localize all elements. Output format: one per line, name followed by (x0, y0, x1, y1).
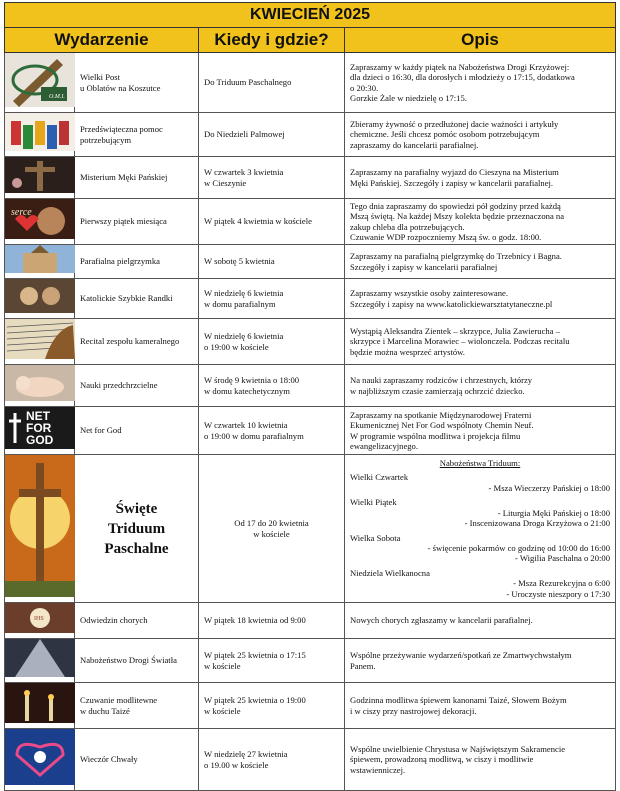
event-when-line: w kościele (204, 660, 241, 671)
event-name (75, 245, 199, 279)
event-image-cell (5, 319, 75, 365)
triduum-day: Wielki Piątek (350, 497, 397, 508)
triduum-item: - święcenie pokarmów co godzinę od 10:00 do 16:00 (427, 542, 610, 553)
event-image-cell (5, 245, 75, 279)
event-when (199, 639, 345, 683)
event-description-line: Zbieramy żywność o przedłużonej dacie ważności i artykuły (350, 118, 559, 129)
event-name-line: Misterium Męki Pańskiej (80, 172, 168, 183)
event-when-line: o 19.00 w kościele (204, 759, 269, 770)
event-description-line: i w ciszy przy nastrojowej dekoracji. (350, 705, 477, 716)
event-when-line: w domu katechetycznym (204, 385, 290, 396)
event-when-line: W czwartek 10 kwietnia (204, 420, 288, 431)
sheet-music-icon (5, 319, 75, 359)
event-when (199, 407, 345, 455)
triduum-item: - Liturgia Męki Pańskiej o 18:00 (497, 507, 610, 518)
cross-sunrise-icon (5, 455, 75, 597)
event-when (199, 729, 345, 791)
triduum-item: - Msza Rezurekcyjna o 6:00 (513, 578, 610, 589)
event-when-line: W piątek 25 kwietnia o 19:00 (204, 695, 306, 706)
header-desc: Opis (345, 28, 616, 53)
svg-text:IHS: IHS (34, 616, 44, 622)
event-description-line: Wspólne uwielbienie Chrystusa w Najświętszym Sakramencie (350, 743, 566, 754)
event-image-cell (5, 53, 75, 113)
event-name-line: Nabożeństwo Drogi Światła (80, 655, 177, 666)
event-description-line: Na nauki zapraszamy rodziców i chrzestnych, którzy (350, 375, 533, 386)
event-row (5, 455, 616, 603)
event-description-line: W programie wspólna modlitwa i projekcja filmu (350, 430, 521, 441)
event-when-line: W czwartek 3 kwietnia (204, 167, 284, 178)
event-description-line: Zapraszamy na spotkanie Międzynarodowej Fraterni (350, 409, 532, 420)
event-description-line: Szczegóły i zapisy na www.katolickiewarsztatytaneczne.pl (350, 298, 553, 309)
event-description (345, 113, 616, 157)
event-name-line: u Oblatów na Koszutce (80, 82, 161, 93)
event-row (5, 113, 616, 157)
event-name-line: potrzebującym (80, 134, 132, 145)
event-row (5, 319, 616, 365)
sacred-heart-icon (5, 199, 75, 239)
church-icon (5, 245, 75, 273)
calendar-sheet (4, 2, 616, 791)
header-event: Wydarzenie (5, 28, 199, 53)
event-name-line: Czuwanie modlitewne (80, 695, 158, 706)
event-description-line: w najbliższym czasie zamierzają ochrzcić dziecko. (350, 385, 525, 396)
event-description (345, 319, 616, 365)
event-image-cell (5, 455, 75, 603)
event-when-line: w domu parafialnym (204, 298, 276, 309)
event-row (5, 199, 616, 245)
event-name-line: Paschalne (104, 540, 169, 557)
event-description-line: zapraszamy do kancelarii parafialnej. (350, 139, 479, 150)
event-when (199, 199, 345, 245)
event-description (345, 279, 616, 319)
event-name (75, 407, 199, 455)
event-when-line: W piątek 4 kwietnia w kościele (204, 216, 312, 227)
event-name-line: Katolickie Szybkie Randki (80, 293, 173, 304)
dating-hearts-icon (5, 279, 75, 313)
event-row (5, 157, 616, 199)
event-name-line: Wieczór Chwały (80, 754, 138, 765)
event-name-line: Recital zespołu kameralnego (80, 336, 180, 347)
triduum-day: Wielki Czwartek (350, 472, 409, 483)
event-when-line: W sobotę 5 kwietnia (204, 256, 275, 267)
event-name-line: Odwiedzin chorych (80, 615, 148, 626)
triduum-item: - Msza Wieczerzy Pańskiej o 18:00 (488, 482, 610, 493)
svg-text:serce: serce (11, 207, 32, 218)
crucifix-rosary-icon (5, 53, 75, 107)
event-when-line: W środę 9 kwietnia o 18:00 (204, 375, 300, 386)
event-description-line: Zapraszamy na parafialny wyjazd do Cieszyna na Misterium (350, 167, 559, 178)
triduum-item: - Uroczyste nieszpory o 17:30 (506, 588, 610, 599)
triduum-day: Niedziela Wielkanocna (350, 567, 430, 578)
event-description (345, 199, 616, 245)
event-description-line: ewangelizacyjnego. (350, 440, 418, 451)
event-description-line: Panem. (350, 660, 376, 671)
event-name (75, 53, 199, 113)
event-description-line: wstawienniczej. (350, 764, 406, 775)
event-row (5, 279, 616, 319)
event-description (345, 407, 616, 455)
event-description-line: Zapraszamy wszystkie osoby zainteresowane. (350, 288, 508, 299)
event-when (199, 455, 345, 603)
event-description-line: Zapraszamy na parafialną pielgrzymkę do Trzebnicy i Bagna. (350, 251, 562, 262)
event-description-line: dla dzieci o 16:30, dla dorosłych i młodzieży o 17:15, dodatkowa (350, 72, 575, 83)
event-name-line: Triduum (107, 520, 166, 537)
event-when (199, 279, 345, 319)
triduum-item: - Wigilia Paschalna o 20:00 (515, 553, 610, 564)
event-name-line: Pierwszy piątek miesiąca (80, 216, 167, 227)
event-description-line: chemiczne. Jeśli chcesz pomóc osobom potrzebującym (350, 129, 540, 140)
event-when-line: w kościele (204, 705, 241, 716)
event-description-line: skrzypce i Marcelina Morawiec – wiolonczela. Podczas recitalu (350, 336, 570, 347)
event-image-cell (5, 729, 75, 791)
event-name-line: Przedświąteczna pomoc (80, 124, 163, 135)
candle-cross-icon (5, 683, 75, 723)
event-when-line: W niedzielę 6 kwietnia (204, 331, 284, 342)
event-when (199, 603, 345, 639)
event-description (345, 729, 616, 791)
event-when (199, 245, 345, 279)
event-when-line: o 19:00 w domu parafialnym (204, 430, 304, 441)
event-description-line: Gorzkie Żale w niedzielę o 17:15. (350, 92, 467, 103)
event-name (75, 455, 199, 603)
event-description-line: Czuwanie WDP rozpoczniemy Mszą św. o godz. 18:00. (350, 231, 542, 242)
event-name-line: Nauki przedchrzcielne (80, 380, 158, 391)
event-image-cell (5, 157, 75, 199)
event-description-line: Ekumenicznej Net For God wspólnoty Chemin Neuf. (350, 420, 534, 431)
monstrance-icon (5, 603, 75, 633)
event-description-line: Godzinna modlitwa śpiewem kanonami Taizé, Słowem Bożym (350, 695, 567, 706)
triduum-item: - Inscenizowana Droga Krzyżowa o 21:00 (464, 518, 610, 529)
month-title: KWIECIEŃ 2025 (5, 3, 616, 28)
event-row (5, 245, 616, 279)
event-row (5, 683, 616, 729)
event-name (75, 639, 199, 683)
event-name (75, 365, 199, 407)
event-when (199, 157, 345, 199)
event-name-line: w duchu Taizé (80, 705, 130, 716)
event-row (5, 407, 616, 455)
event-when-line: w kościele (253, 528, 290, 539)
event-description (345, 245, 616, 279)
event-name (75, 157, 199, 199)
event-name (75, 729, 199, 791)
event-image-cell (5, 603, 75, 639)
event-name-line: Net for God (80, 425, 122, 436)
event-image-cell (5, 113, 75, 157)
svg-text:GOD: GOD (26, 433, 54, 447)
event-name (75, 683, 199, 729)
event-name-line: Święte (115, 500, 158, 517)
event-description-line: Męki Pańskiej. Szczegóły i zapisy w kancelarii parafialnej. (350, 177, 554, 188)
event-when-line: Do Triduum Paschalnego (204, 77, 292, 88)
net-for-god-logo (5, 407, 75, 449)
event-row (5, 365, 616, 407)
light-rays-icon (5, 639, 75, 677)
event-description-line: Szczegóły i zapisy w kancelarii parafialnej (350, 261, 498, 272)
svg-text:O.M.I.: O.M.I. (49, 94, 65, 100)
event-image-cell (5, 683, 75, 729)
event-when-line: W niedzielę 27 kwietnia (204, 749, 288, 760)
event-image-cell (5, 279, 75, 319)
event-row (5, 603, 616, 639)
event-description-line: Zapraszamy w każdy piątek na Nabożeństwa Drogi Krzyżowej: (350, 61, 570, 72)
event-description (345, 683, 616, 729)
event-name (75, 279, 199, 319)
event-when-line: W piątek 18 kwietnia od 9:00 (204, 615, 306, 626)
event-when (199, 365, 345, 407)
event-row (5, 53, 616, 113)
event-name (75, 113, 199, 157)
event-description-line: o 20:30. (350, 82, 379, 93)
event-name-line: Wielki Post (80, 72, 120, 83)
triduum-title: Nabożeństwa Triduum: (439, 458, 521, 469)
svg-text:FOR: FOR (26, 421, 52, 435)
event-description (345, 639, 616, 683)
events-table (4, 2, 616, 791)
groceries-icon (5, 113, 75, 151)
event-when-line: o 19:00 w kościele (204, 341, 269, 352)
event-name (75, 603, 199, 639)
event-description-line: Wspólne przeżywanie wydarzeń/spotkań ze Zmartwychwstałym (350, 650, 572, 661)
event-description (345, 157, 616, 199)
event-when-line: w Cieszynie (204, 177, 247, 188)
event-when (199, 319, 345, 365)
passion-play-icon (5, 157, 75, 193)
svg-text:NET: NET (26, 409, 50, 423)
triduum-day: Wielka Sobota (350, 532, 401, 543)
event-description-line: zakup chleba dla potrzebujących. (350, 221, 465, 232)
event-when (199, 113, 345, 157)
event-image-cell (5, 199, 75, 245)
event-image-cell (5, 365, 75, 407)
event-description (345, 53, 616, 113)
event-when-line: W niedzielę 6 kwietnia (204, 288, 284, 299)
event-image-cell (5, 407, 75, 455)
heart-monstrance-icon (5, 729, 75, 785)
header-when: Kiedy i gdzie? (199, 28, 345, 53)
event-description (345, 365, 616, 407)
baptism-icon (5, 365, 75, 401)
event-when (199, 53, 345, 113)
event-when-line: Do Niedzieli Palmowej (204, 129, 285, 140)
event-row (5, 639, 616, 683)
event-description (345, 603, 616, 639)
event-description-line: będzie można wesprzeć artystów. (350, 346, 465, 357)
event-row (5, 729, 616, 791)
event-image-cell (5, 639, 75, 683)
event-description-line: Wystąpią Aleksandra Zientek – skrzypce, Julia Zawierucha – (350, 325, 560, 336)
event-description-line: śpiewem, prowadzoną modlitwą, w ciszy i modlitwie (350, 754, 534, 765)
event-when (199, 683, 345, 729)
event-when-line: Od 17 do 20 kwietnia (234, 518, 309, 529)
event-name-line: Parafialna pielgrzymka (80, 256, 160, 267)
event-description-line: Tego dnia zapraszamy do spowiedzi pół godziny przed każdą (350, 200, 561, 211)
event-name (75, 199, 199, 245)
event-description (345, 455, 616, 603)
event-name (75, 319, 199, 365)
event-description-line: Mszą świętą. Na każdej Mszy kolekta będzie przeznaczona na (350, 211, 565, 222)
event-when-line: W piątek 25 kwietnia o 17:15 (204, 650, 306, 661)
event-description-line: Nowych chorych zgłaszamy w kancelarii parafialnej. (350, 615, 533, 626)
